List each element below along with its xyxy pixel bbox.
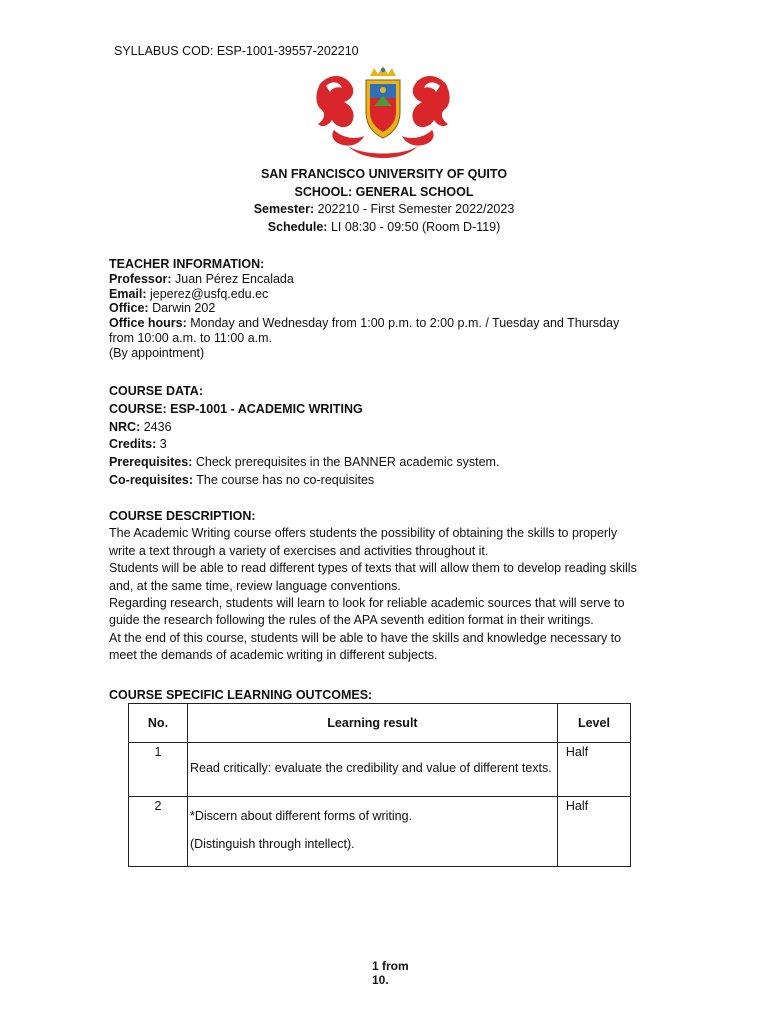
learning-result-text: *Discern about different forms of writing.: [189, 809, 413, 823]
university-name: SAN FRANCISCO UNIVERSITY OF QUITO: [260, 167, 508, 181]
column-header-no: No.: [129, 704, 188, 743]
office-value: Darwin 202: [148, 301, 216, 316]
office-line: [109, 301, 649, 316]
professor-line: [109, 272, 649, 287]
learning-result-cell: [187, 797, 557, 867]
office-hours-value: Monday and Wednesday from 1:00 p.m. to 2:00 p.m. / Tuesday and Thursday: [186, 316, 620, 331]
nrc-label: NRC:: [109, 419, 141, 434]
credits-line: [109, 437, 649, 452]
column-header-learning-result: Learning result: [187, 704, 557, 743]
table-header-row: [129, 704, 631, 743]
page-number: [372, 959, 409, 987]
semester-line: [0, 201, 768, 219]
outcomes-heading: [109, 688, 649, 703]
learning-result-text: Read critically: evaluate the credibility and value of different texts.: [189, 761, 552, 775]
school-name: SCHOOL: GENERAL SCHOOL: [294, 184, 474, 199]
appointment-note: (By appointment): [109, 345, 205, 360]
column-header-level: Level: [557, 704, 630, 743]
prerequisites-value: Check prerequisites in the BANNER academic system.: [192, 455, 500, 470]
description-heading: COURSE DESCRIPTION:: [109, 509, 256, 523]
office-label: Office:: [109, 301, 149, 316]
email-value: jeperez@usfq.edu.ec: [146, 286, 269, 301]
corequisites-label: Co-requisites:: [109, 472, 194, 487]
professor-name: Juan Pérez Encalada: [171, 271, 294, 286]
teacher-info-section: [109, 257, 649, 361]
schedule-value: LI 08:30 - 09:50 (Room D-119): [327, 219, 501, 234]
prerequisites-label: Prerequisites:: [109, 455, 193, 470]
teacher-heading: TEACHER INFORMATION:: [109, 257, 265, 271]
email-label: Email:: [109, 286, 147, 301]
table-row: [129, 797, 631, 867]
course-data-section: [109, 384, 649, 488]
syllabus-code: SYLLABUS COD: ESP-1001-39557-202210: [114, 44, 359, 58]
description-line: Regarding research, students will learn to look for reliable academic sources that will serve to: [109, 596, 625, 611]
course-data-heading: COURSE DATA:: [109, 384, 203, 398]
email-line: [109, 287, 649, 302]
row-number: 1: [129, 743, 188, 797]
description-line: guide the research following the rules of the APA seventh edition format in their writings.: [109, 613, 594, 628]
learning-result-cell: [187, 743, 557, 797]
semester-label: Semester:: [253, 202, 315, 216]
page-number-line1: 1 from: [372, 959, 409, 973]
page-number-line2: 10.: [372, 973, 389, 987]
table-row: [129, 743, 631, 797]
nrc-value: 2436: [140, 419, 172, 434]
outcomes-heading-text: COURSE SPECIFIC LEARNING OUTCOMES:: [109, 688, 373, 702]
description-line: The Academic Writing course offers students the possibility of obtaining the skills to properly: [109, 526, 618, 541]
description-line: Students will be able to read different types of texts that will allow them to develop reading skills: [109, 561, 637, 576]
nrc-line: [109, 420, 649, 435]
row-number: 2: [129, 797, 188, 867]
learning-outcomes-table: [128, 703, 631, 867]
course-title: COURSE: ESP-1001 - ACADEMIC WRITING: [109, 401, 363, 416]
credits-value: 3: [156, 437, 167, 452]
office-hours-line: [109, 316, 649, 331]
description-line: At the end of this course, students will be able to have the skills and knowledge necessary to: [109, 630, 622, 645]
schedule-line: [0, 219, 768, 237]
office-hours-line2: from 10:00 a.m. to 11:00 a.m.: [109, 330, 273, 345]
prerequisites-line: [109, 455, 649, 470]
description-line: and, at the same time, review language conventions.: [109, 578, 401, 593]
professor-label: Professor:: [109, 271, 172, 286]
learning-result-note: (Distinguish through intellect).: [189, 837, 355, 851]
description-line: meet the demands of academic writing in different subjects.: [109, 648, 438, 663]
description-line: write a text through a variety of exercises and activities throughout it.: [109, 543, 489, 558]
course-description-section: [109, 508, 669, 665]
corequisites-line: [109, 473, 649, 488]
level-cell: Half: [557, 797, 630, 867]
level-cell: Half: [557, 743, 630, 797]
semester-value: 202210 - First Semester 2022/2023: [314, 202, 515, 216]
schedule-label: Schedule:: [267, 219, 328, 234]
office-hours-label: Office hours:: [109, 316, 187, 331]
credits-label: Credits:: [109, 437, 157, 452]
title-block: [0, 166, 768, 236]
university-crest-logo: [312, 66, 454, 160]
corequisites-value: The course has no co-requisites: [193, 472, 375, 487]
